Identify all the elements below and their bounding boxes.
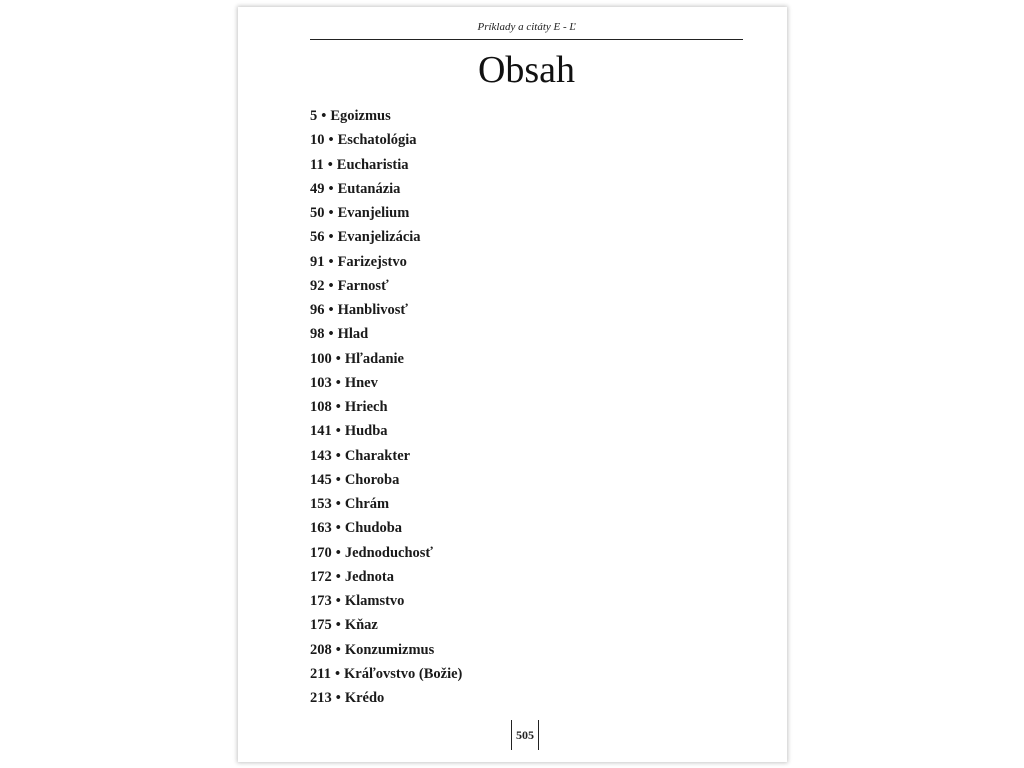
page-number-text: 505 bbox=[516, 727, 534, 742]
toc-bullet: • bbox=[335, 399, 341, 415]
toc-entry bbox=[310, 613, 462, 637]
table-of-contents bbox=[310, 104, 462, 710]
toc-page-number: 153 bbox=[310, 496, 332, 512]
toc-bullet: • bbox=[335, 617, 341, 634]
toc-topic: Jednota bbox=[344, 568, 394, 585]
toc-entry bbox=[310, 225, 462, 249]
toc-page-number: 172 bbox=[310, 568, 332, 585]
toc-bullet: • bbox=[328, 326, 334, 343]
toc-entry bbox=[310, 177, 462, 201]
toc-page-number: 98 bbox=[310, 326, 325, 343]
toc-topic: Kráľovstvo (Božie) bbox=[344, 665, 463, 682]
toc-entry bbox=[310, 589, 462, 613]
toc-bullet: • bbox=[328, 277, 334, 294]
toc-entry bbox=[310, 492, 462, 516]
toc-topic: Eutanázia bbox=[337, 180, 401, 197]
toc-topic: Farnosť bbox=[337, 277, 389, 294]
toc-bullet: • bbox=[335, 423, 341, 440]
toc-bullet: • bbox=[328, 205, 334, 221]
toc-topic: Eschatológia bbox=[337, 132, 417, 149]
toc-page-number: 208 bbox=[310, 641, 332, 658]
toc-topic: Hlad bbox=[337, 326, 369, 343]
toc-page-number: 103 bbox=[310, 374, 332, 391]
toc-topic: Kňaz bbox=[344, 617, 378, 634]
toc-bullet: • bbox=[335, 350, 341, 367]
toc-page-number: 145 bbox=[310, 471, 332, 488]
toc-entry bbox=[310, 298, 462, 322]
toc-page-number: 10 bbox=[310, 132, 325, 149]
toc-topic: Chudoba bbox=[344, 520, 403, 537]
toc-entry bbox=[310, 565, 462, 589]
toc-topic: Hanblivosť bbox=[337, 302, 408, 318]
toc-topic: Hudba bbox=[344, 423, 388, 440]
toc-entry bbox=[310, 662, 462, 686]
header-rule bbox=[310, 39, 743, 40]
toc-topic: Choroba bbox=[344, 471, 400, 488]
toc-bullet: • bbox=[335, 496, 341, 512]
toc-page-number: 100 bbox=[310, 350, 332, 367]
toc-bullet: • bbox=[327, 156, 333, 173]
toc-topic: Evanjelium bbox=[337, 205, 410, 221]
toc-entry bbox=[310, 274, 462, 298]
toc-bullet: • bbox=[335, 447, 341, 464]
toc-bullet: • bbox=[335, 544, 341, 561]
toc-topic: Evanjelizácia bbox=[337, 229, 421, 246]
toc-bullet: • bbox=[328, 302, 334, 318]
toc-topic: Klamstvo bbox=[344, 593, 405, 609]
toc-bullet: • bbox=[321, 108, 327, 124]
toc-entry bbox=[310, 347, 462, 371]
toc-page-number: 91 bbox=[310, 253, 325, 270]
toc-page-number: 50 bbox=[310, 205, 325, 221]
page-title: Obsah bbox=[477, 49, 576, 91]
toc-page-number: 108 bbox=[310, 399, 332, 415]
toc-entry bbox=[310, 444, 462, 468]
toc-page-number: 49 bbox=[310, 180, 325, 197]
toc-entry bbox=[310, 250, 462, 274]
toc-topic: Jednoduchosť bbox=[344, 544, 433, 561]
running-header: Príklady a citáty E - Ľ bbox=[477, 21, 576, 33]
toc-bullet: • bbox=[335, 520, 341, 537]
toc-page-number: 163 bbox=[310, 520, 332, 537]
toc-page-number: 5 bbox=[310, 108, 318, 124]
page-number bbox=[511, 720, 539, 750]
toc-entry bbox=[310, 371, 462, 395]
toc-entry bbox=[310, 686, 462, 710]
toc-topic: Farizejstvo bbox=[337, 253, 407, 270]
toc-bullet: • bbox=[328, 180, 334, 197]
toc-bullet: • bbox=[328, 229, 334, 246]
toc-bullet: • bbox=[334, 665, 341, 682]
toc-bullet: • bbox=[335, 690, 341, 706]
toc-bullet: • bbox=[335, 593, 341, 609]
toc-entry bbox=[310, 419, 462, 443]
toc-topic: Krédo bbox=[344, 690, 385, 706]
toc-page-number: 92 bbox=[310, 277, 325, 294]
toc-entry bbox=[310, 541, 462, 565]
toc-topic: Hnev bbox=[344, 374, 378, 391]
toc-topic: Hľadanie bbox=[344, 350, 404, 367]
toc-entry bbox=[310, 516, 462, 540]
toc-page-number: 213 bbox=[310, 690, 332, 706]
toc-entry bbox=[310, 638, 462, 662]
toc-page-number: 170 bbox=[310, 544, 332, 561]
toc-bullet: • bbox=[335, 374, 341, 391]
toc-entry bbox=[310, 201, 462, 225]
toc-bullet: • bbox=[328, 132, 334, 149]
toc-entry bbox=[310, 468, 462, 492]
toc-entry bbox=[310, 104, 462, 128]
toc-page-number: 143 bbox=[310, 447, 332, 464]
toc-page-number: 173 bbox=[310, 593, 332, 609]
toc-topic: Egoizmus bbox=[330, 108, 391, 124]
toc-entry bbox=[310, 128, 462, 152]
toc-page-number: 211 bbox=[310, 665, 331, 682]
toc-bullet: • bbox=[328, 253, 334, 270]
toc-page-number: 96 bbox=[310, 302, 325, 318]
document-page bbox=[238, 7, 787, 762]
toc-topic: Charakter bbox=[344, 447, 411, 464]
toc-page-number: 11 bbox=[310, 156, 324, 173]
toc-bullet: • bbox=[335, 568, 341, 585]
toc-page-number: 175 bbox=[310, 617, 332, 634]
toc-entry bbox=[310, 322, 462, 346]
toc-topic: Eucharistia bbox=[336, 156, 409, 173]
toc-entry bbox=[310, 153, 462, 177]
toc-page-number: 56 bbox=[310, 229, 325, 246]
toc-topic: Chrám bbox=[344, 496, 390, 512]
toc-bullet: • bbox=[335, 471, 341, 488]
toc-topic: Konzumizmus bbox=[344, 641, 435, 658]
toc-entry bbox=[310, 395, 462, 419]
toc-page-number: 141 bbox=[310, 423, 332, 440]
toc-topic: Hriech bbox=[344, 399, 388, 415]
toc-bullet: • bbox=[335, 641, 341, 658]
